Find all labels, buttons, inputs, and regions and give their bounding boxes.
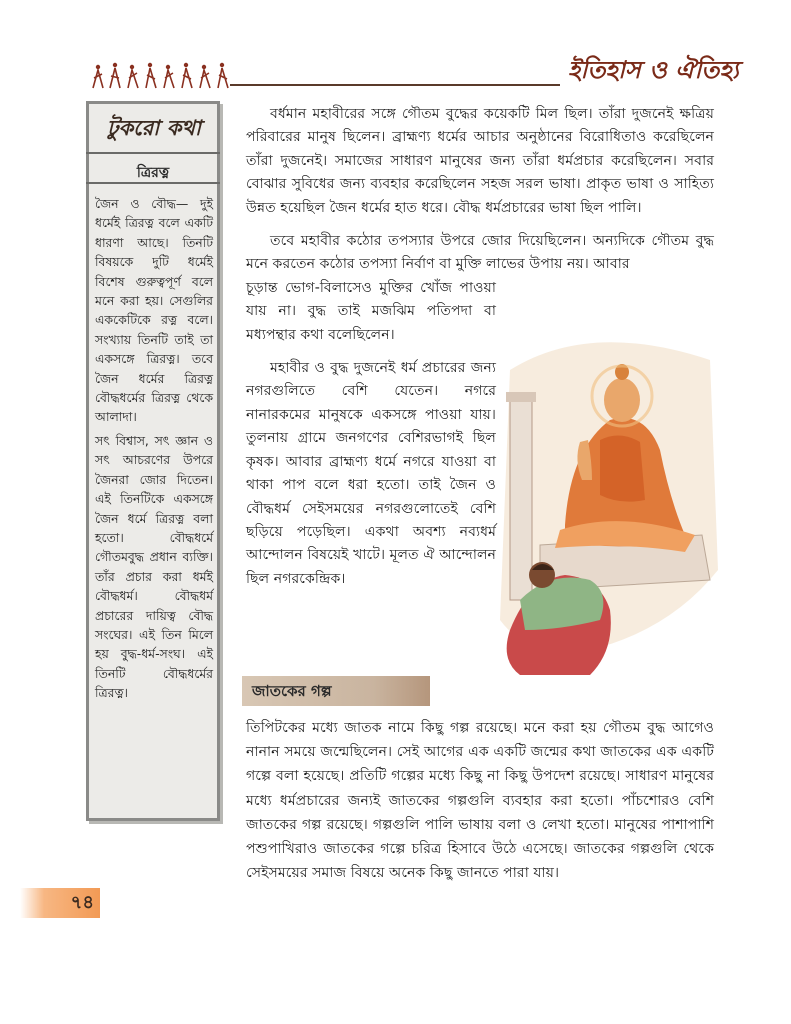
main-paragraph: মহাবীর ও বুদ্ধ দুজনেই ধর্ম প্রচারের জন্য নগরগুলিতে বেশি যেতেন। নগরে নানারকমের মানুষকে একসঙ্গে পাওয়া যায়। তুলনায় গ্রামে জনগণের বেশিরভাগই ছিল কৃষক। আবার ব্রাহ্মণ্য ধর্মে নগরে যাওয়া বা থাকা পাপ বলে ধরা হতো। তাই জৈন ও বৌদ্ধধর্ম সেইসময়ের নগরগুলোতেই বেশি ছড়িয়ে পড়েছিল। একথা অবশ্য নব্যধর্ম আন্দোলন বিষয়েই খাটে। মূলত ঐ আন্দোলন ছিল নগরকেন্দ্রিক।	[246, 360, 496, 587]
sidebar-title: টুকরো কথা	[107, 115, 201, 140]
page-number: ৭৪	[20, 888, 100, 918]
sidebar-heading: ত্রিরত্ন	[136, 165, 170, 181]
main-paragraph: চূড়ান্ত ভোগ-বিলাসেও মুক্তির খোঁজ পাওয়া যায় না। বুদ্ধ তাই মজঝিম পতিপদা বা মধ্যপন্থার কথা বলেছিলেন।	[246, 279, 496, 343]
sidebar-paragraph: জৈন ও বৌদ্ধ— দুই ধর্মেই ত্রিরত্ন বলে একটি ধারণা আছে। তিনটি বিষয়কে দুটি ধর্মেই বিশেষ গুরুত্বপূর্ণ বলে মনে করা হয়। সেগুলির এককেটিকে রত্ন বলে। সংখ্যায় তিনটি তাই তা একসঙ্গে ত্রিরত্ন। তবে জৈন ধর্মের ত্রিরত্ন বৌদ্ধধর্মের ত্রিরত্ন থেকে আলাদা।	[95, 196, 213, 425]
header-rule	[230, 84, 560, 86]
story-text	[246, 716, 714, 885]
main-paragraph: তবে মহাবীর কঠোর তপস্যার উপরে জোর দিয়েছিলেন। অন্যদিকে গৌতম বুদ্ধ মনে করতেন কঠোর তপস্যা নির্বাণ বা মুক্তি লাভের উপায় নয়। আবার	[246, 233, 714, 273]
sidebar-divider	[86, 182, 220, 184]
running-header-title: ইতিহাস ও ঐতিহ্য	[568, 55, 739, 84]
sidebar-paragraph: সৎ বিশ্বাস, সৎ জ্ঞান ও সৎ আচরণের উপরে জৈনরা জোর দিতেন। এই তিনটিকে একসঙ্গে জৈন ধর্মে ত্রিরত্ন বলা হতো। বৌদ্ধধর্মে গৌতমবুদ্ধ প্রধান ব্যক্তি। তাঁর প্রচার করা ধর্মই বৌদ্ধধর্ম। বৌদ্ধধর্ম প্রচারের দায়িত্ব বৌদ্ধ সংঘের। এই তিন মিলে হয় বুদ্ধ-ধর্ম-সংঘ। এই তিনটি বৌদ্ধধর্মের ত্রিরত্ন।	[95, 432, 213, 701]
main-paragraph: বর্ধমান মহাবীরের সঙ্গে গৌতম বুদ্ধের কয়েকটি মিল ছিল। তাঁরা দুজনেই ক্ষত্রিয় পরিবারের মানুষ ছিলেন। ব্রাহ্মণ্য ধর্মের আচার অনুষ্ঠানের বিরোধিতাও করেছিলেন তাঁরা দুজনেই। সমাজের সাধারণ মানুষের জন্য তাঁরা ধর্মপ্রচার করেছিলেন। সবার বোঝার সুবিধের জন্য ব্যবহার করেছিলেন সহজ সরল ভাষা। প্রাকৃত ভাষা ও সাহিত্য উন্নত হয়েছিল জৈন ধর্মের হাত ধরে। বৌদ্ধ ধর্মপ্রচারের ভাষা ছিল পালি।	[246, 106, 714, 216]
story-paragraph: তিপিটকের মধ্যে জাতক নামে কিছু গল্প রয়েছে। মনে করা হয় গৌতম বুদ্ধ আগেও নানান সময়ে জন্মেছিলেন। সেই আগের এক একটি জন্মের কথা জাতকের এক একটি গল্পে বলা হয়েছে। প্রতিটি গল্পের মধ্যে কিছু না কিছু উপদেশ রয়েছে। সাধারণ মানুষের মধ্যে ধর্মপ্রচারের জন্যই জাতকের গল্পগুলি ব্যবহার করা হতো। পাঁচশোরও বেশি জাতকের গল্প রয়েছে। গল্পগুলি পালি ভাষায় বলা ও লেখা হতো। মানুষের পাশাপাশি পশুপাখিরাও জাতকের গল্পে চরিত্র হিসাবে উঠে এসেছে। জাতকের গল্পগুলি থেকে সেইসময়ের সমাজ বিষয়ে অনেক কিছু জানতে পারা যায়।	[246, 720, 714, 882]
sidebar-body	[95, 194, 213, 707]
sidebar-box	[86, 101, 220, 821]
sidebar-divider	[86, 152, 220, 154]
dancing-figures-decoration	[88, 60, 248, 90]
section-heading-jataka: জাতকের গল্প	[242, 676, 430, 706]
buddha-illustration	[470, 330, 720, 685]
